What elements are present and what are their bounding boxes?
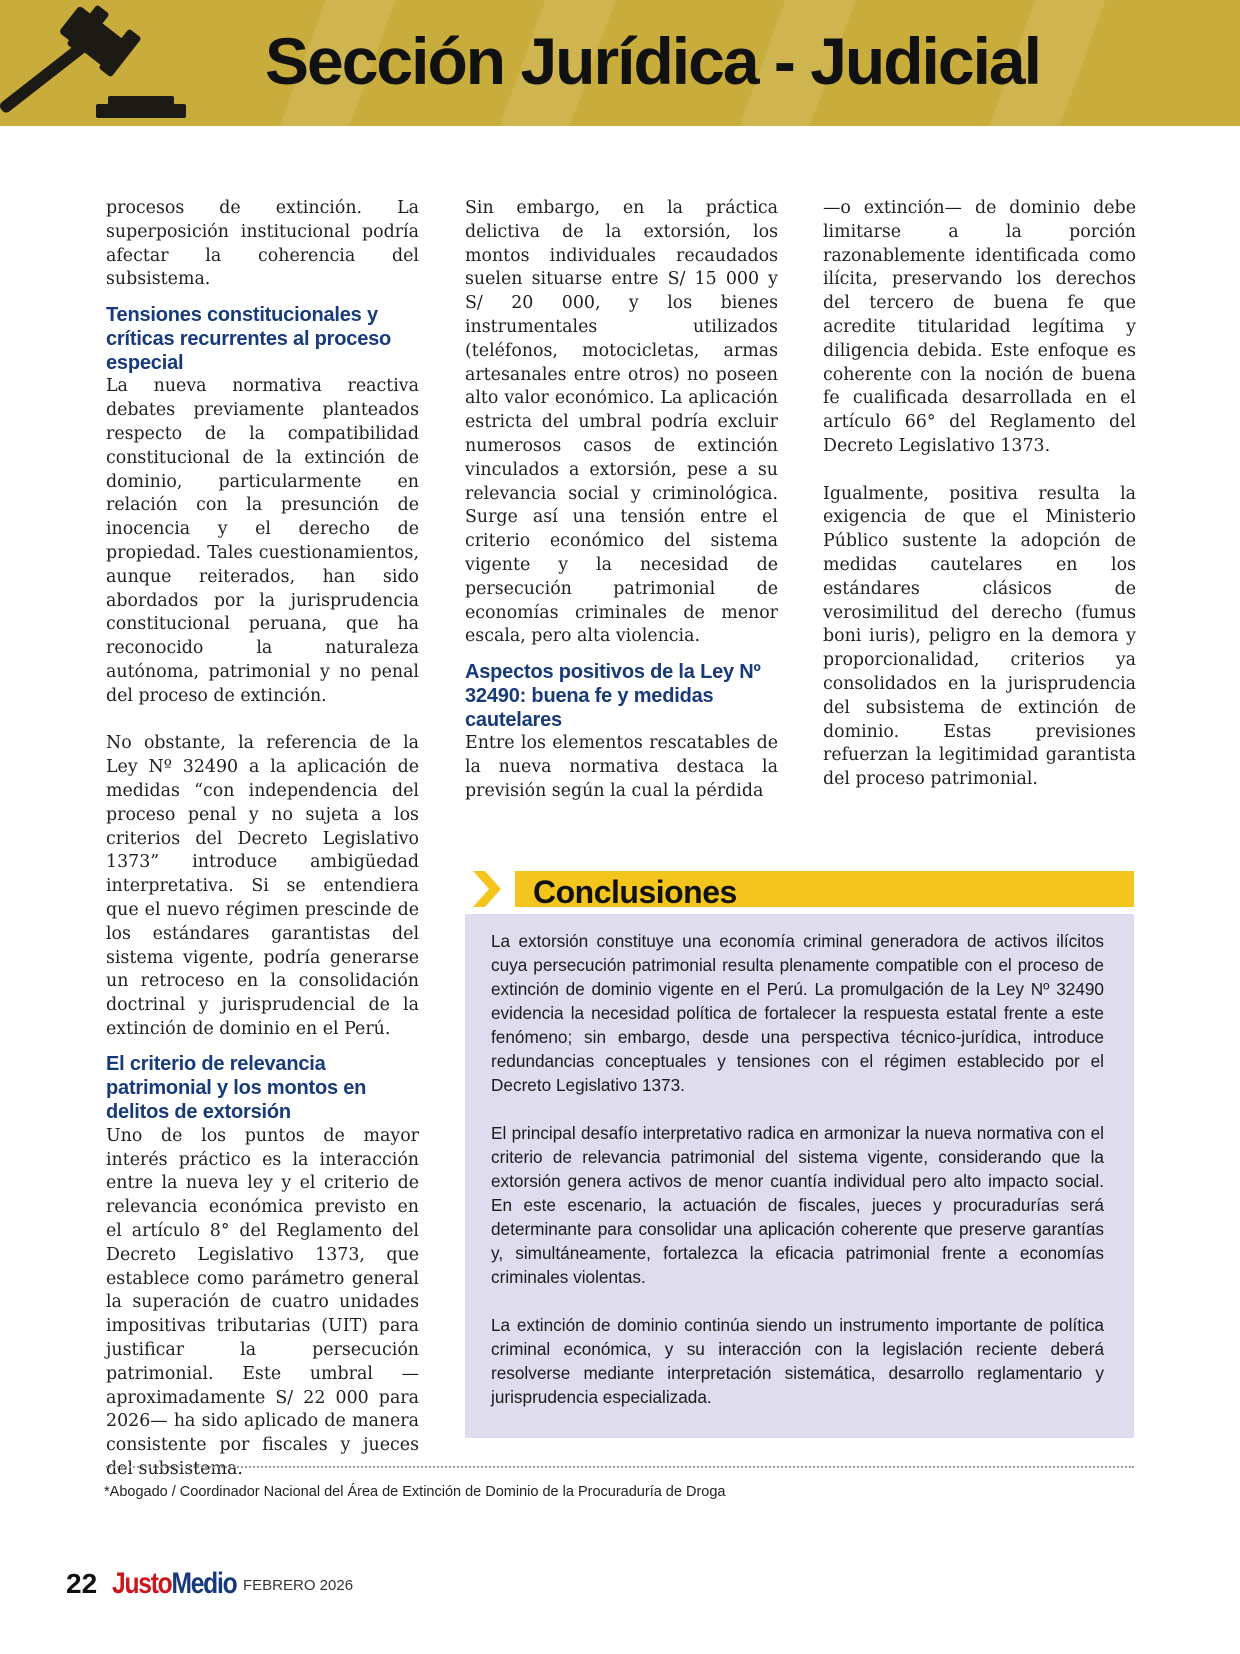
paragraph: procesos de extinción. La superposición institucional podría afectar la coherencia del subsistema. xyxy=(106,198,419,290)
article-column-1 xyxy=(106,197,419,1506)
author-footnote: *Abogado / Coordinador Nacional del Área de Extinción de Dominio de la Procuraduría de Droga xyxy=(104,1484,726,1500)
subheading: El criterio de relevancia patrimonial y los montos en delitos de extorsión xyxy=(106,1053,367,1124)
paragraph: Sin embargo, en la práctica delictiva de la extorsión, los montos individuales recaudados suelen situarse entre S/ 15 000 y S/ 20 000, y los bienes instrumentales utilizados (teléfonos, motocicletas, armas artesanales entre otros) no poseen alto valor económico. La aplicación estricta del umbral podría excluir numerosos casos de extinción vinculados a extorsión, pese a su relevancia social y criminológica. Surge así una tensión entre el criterio económico del sistema vigente y la necesidad de persecución patrimonial de economías criminales de menor escala, pero alta violencia. xyxy=(465,198,778,647)
paragraph: No obstante, la referencia de la Ley Nº 32490 a la aplicación de medidas “con independencia del proceso penal y no sujeta a los criterios del Decreto Legislativo 1373” introduce ambigüedad interpretativa. Si se entendiera que el nuevo régimen prescinde de los estándares garantistas del sistema vigente, podría generarse un retroceso en la consolidación doctrinal y jurisprudencial de la extinción de dominio en el Perú. xyxy=(106,733,419,1039)
brand-logo xyxy=(112,1567,236,1601)
section-title: Sección Jurídica - Judicial xyxy=(265,24,1040,98)
brand-logo-part: Medio xyxy=(171,1567,237,1600)
issue-date: FEBRERO 2026 xyxy=(243,1577,354,1594)
chevron-right-icon xyxy=(465,869,509,909)
conclusion-paragraph: La extinción de dominio continúa siendo un instrumento importante de política criminal económica, y su interacción con la legislación reciente deberá resolverse mediante interpretación sistemática, desarrollo reglamentario y jurisprudencia especializada. xyxy=(491,1315,1104,1407)
paragraph: La nueva normativa reactiva debates previamente planteados respecto de la compatibilidad constitucional de la extinción de dominio, particularmente en relación con la presunción de inocencia y el derecho de propiedad. Tales cuestionamientos, aunque reiterados, han sido abordados por la jurisprudencia constitucional peruana, que ha reconocido la naturaleza autónoma, patrimonial y no penal del proceso de extinción. xyxy=(106,376,419,706)
conclusion-paragraph: La extorsión constituye una economía criminal generadora de activos ilícitos cuya persecución patrimonial resulta plenamente compatible con el proceso de extinción de dominio vigente en el Perú. La promulgación de la Ley Nº 32490 evidencia la necesidad política de fortalecer la respuesta estatal frente a este fenómeno; sin embargo, desde una perspectiva técnico-jurídica, introduce redundancias conceptuales y tensiones con el régimen establecido por el Decreto Legislativo 1373. xyxy=(491,931,1104,1095)
article-column-2 xyxy=(465,197,778,828)
section-header xyxy=(0,0,1240,126)
subheading: Aspectos positivos de la Ley Nº 32490: buena fe y medidas cautelares xyxy=(465,660,761,731)
paragraph: —o extinción— de dominio debe limitarse a la porción razonablemente identificada como ilícita, preservando los derechos del tercero de buena fe que acredite titularidad legítima y diligencia debida. Este enfoque es coherente con la noción de buena fe cualificada desarrollada en el artículo 66° del Reglamento del Decreto Legislativo 1373. xyxy=(823,198,1136,456)
conclusions-title: Conclusiones xyxy=(533,874,737,910)
conclusion-paragraph: El principal desafío interpretativo radica en armonizar la nueva normativa con el criterio de relevancia patrimonial del sistema vigente, considerando que la extorsión genera activos de menor cuantía individual pero alto impacto social. En este escenario, la actuación de fiscales, jueces y procuradurías será determinante para consolidar una aplicación coherente que preserve garantías y, simultáneamente, fortalezca la eficacia patrimonial frente a economías criminales violentas. xyxy=(491,1123,1104,1287)
page-number: 22 xyxy=(66,1568,98,1599)
gavel-icon xyxy=(0,0,200,126)
paragraph: Uno de los puntos de mayor interés práctico es la interacción entre la nueva ley y el criterio de relevancia económica previsto en el artículo 8° del Reglamento del Decreto Legislativo 1373, que establece como parámetro general la superación de cuatro unidades impositivas tributarias (UIT) para justificar la persecución patrimonial. Este umbral —aproximadamente S/ 22 000 para 2026— ha sido aplicado de manera consistente por fiscales y jueces del subsistema. xyxy=(106,1125,419,1480)
footnote-divider xyxy=(106,1466,1134,1468)
paragraph: Entre los elementos rescatables de la nueva normativa destaca la previsión según la cual la pérdida xyxy=(465,733,778,801)
paragraph: Igualmente, positiva resulta la exigencia de que el Ministerio Público sustente la adopción de medidas cautelares en los estándares clásicos de verosimilitud del derecho (fumus boni iuris), peligro en la demora y proporcionalidad, criterios ya consolidados en la jurisprudencia del subsistema de extinción de dominio. Estas previsiones refuerzan la legitimidad garantista del proceso patrimonial. xyxy=(823,483,1136,790)
conclusions-header xyxy=(465,869,1134,909)
subheading: Tensiones constitucionales y críticas recurrentes al proceso especial xyxy=(106,303,392,374)
conclusions-box xyxy=(465,914,1134,1438)
article-column-3 xyxy=(823,197,1136,816)
brand-logo-part: Justo xyxy=(112,1567,172,1600)
